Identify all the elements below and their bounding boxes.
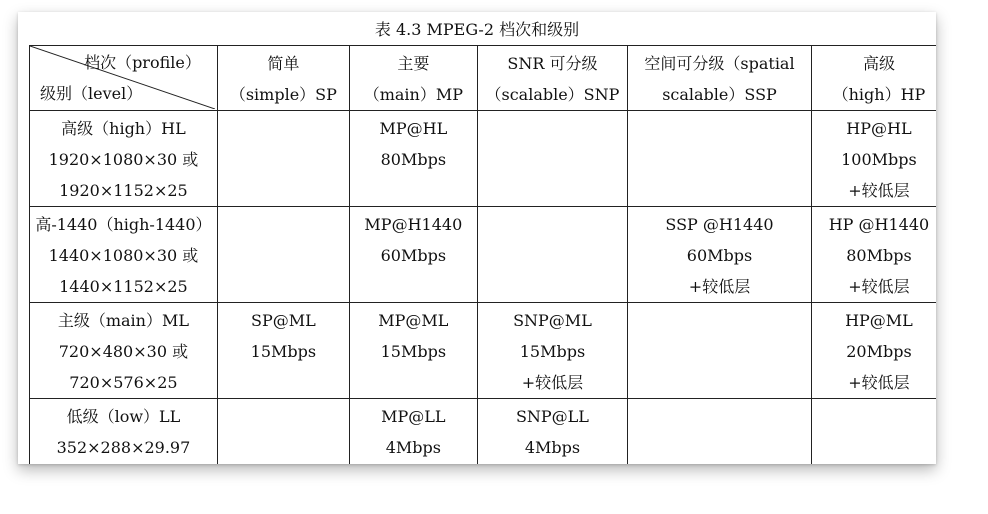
table-caption: 表 4.3 MPEG-2 档次和级别 [374, 20, 580, 39]
header-line: scalable）SSP [662, 85, 777, 104]
header-line: SNR 可分级 [507, 54, 598, 73]
corner-header-cell [30, 46, 218, 111]
profile-header-snr [477, 46, 627, 111]
profile-header-high [811, 46, 936, 111]
cell-line: MP@H1440 [364, 215, 463, 234]
data-cell [217, 399, 349, 465]
cell-line: SNP@LL [515, 407, 589, 426]
data-cell [349, 399, 477, 465]
level-cell [30, 207, 218, 303]
cell-line: SP@ML [250, 311, 316, 330]
level-cell [30, 303, 218, 399]
cell-line: 15Mbps [250, 342, 317, 361]
data-cell [628, 399, 812, 465]
profile-header-simple [217, 46, 349, 111]
data-cell [811, 207, 936, 303]
cell-line: 720×480×30 或 [58, 342, 189, 361]
profile-axis-label: 档次（profile） [84, 53, 201, 72]
data-cell [477, 399, 627, 465]
cell-line: 1440×1152×25 [59, 277, 188, 296]
cell-line: +较低层 [848, 373, 910, 392]
cell-line: MP@LL [381, 407, 446, 426]
cell-line: SNP@ML [513, 311, 592, 330]
cell-line: 720×576×25 [69, 373, 178, 392]
header-line: 主要 [397, 54, 430, 73]
cell-line: 80Mbps [380, 150, 447, 169]
cell-line: SSP @H1440 [665, 215, 774, 234]
row-low-level [30, 399, 937, 465]
row-main-level [30, 303, 937, 399]
data-cell [349, 207, 477, 303]
cell-line: 80Mbps [846, 246, 912, 265]
data-cell [628, 303, 812, 399]
cell-line: 主级（main）ML [57, 311, 189, 330]
header-line: （simple）SP [229, 85, 337, 104]
level-cell [30, 111, 218, 207]
cell-line: +较低层 [848, 181, 910, 200]
cell-line: 低级（low）LL [66, 407, 181, 426]
level-cell [30, 399, 218, 465]
data-cell [217, 207, 349, 303]
cell-line: 60Mbps [686, 246, 753, 265]
data-cell [477, 111, 627, 207]
data-cell [811, 303, 936, 399]
cell-line: +较低层 [848, 277, 910, 296]
data-cell [477, 303, 627, 399]
profile-header-spatial [628, 46, 812, 111]
document-page [18, 12, 936, 464]
cell-line: HP@HL [846, 119, 912, 138]
header-line: 空间可分级（spatial [644, 54, 795, 73]
cell-line: 60Mbps [380, 246, 447, 265]
header-row [30, 46, 937, 111]
data-cell [349, 303, 477, 399]
profile-header-main [349, 46, 477, 111]
cell-line: 100Mbps [841, 150, 917, 169]
data-cell [628, 207, 812, 303]
cell-line: 4Mbps [524, 438, 581, 457]
data-cell [811, 399, 936, 465]
cell-line: +较低层 [521, 373, 584, 392]
data-cell [477, 207, 627, 303]
data-cell [217, 303, 349, 399]
row-high-level [30, 111, 937, 207]
header-line: 高级 [862, 54, 895, 73]
cell-line: MP@ML [378, 311, 449, 330]
cell-line: 15Mbps [380, 342, 447, 361]
level-axis-label: 级别（level） [40, 84, 143, 103]
data-cell [811, 111, 936, 207]
profile-level-table [29, 45, 936, 464]
data-cell [628, 111, 812, 207]
cell-line: 1440×1080×30 或 [48, 246, 199, 265]
cell-line: 15Mbps [519, 342, 586, 361]
cell-line: 高-1440（high-1440） [35, 215, 212, 234]
cell-line: HP@ML [845, 311, 913, 330]
cell-line: +较低层 [688, 277, 751, 296]
cell-line: HP @H1440 [828, 215, 930, 234]
header-line: 简单 [267, 54, 300, 73]
data-cell [217, 111, 349, 207]
cell-line: 高级（high）HL [61, 119, 186, 138]
cell-line: 20Mbps [846, 342, 912, 361]
header-line: （main）MP [363, 85, 463, 104]
cell-line: 4Mbps [385, 438, 441, 457]
row-high-1440-level [30, 207, 937, 303]
cell-line: 352×288×29.97 [56, 438, 191, 457]
cell-line: MP@HL [379, 119, 448, 138]
header-line: （scalable）SNP [485, 85, 620, 104]
data-cell [349, 111, 477, 207]
cell-line: 1920×1152×25 [59, 181, 188, 200]
cell-line: 1920×1080×30 或 [48, 150, 199, 169]
header-line: （high）HP [832, 85, 926, 104]
